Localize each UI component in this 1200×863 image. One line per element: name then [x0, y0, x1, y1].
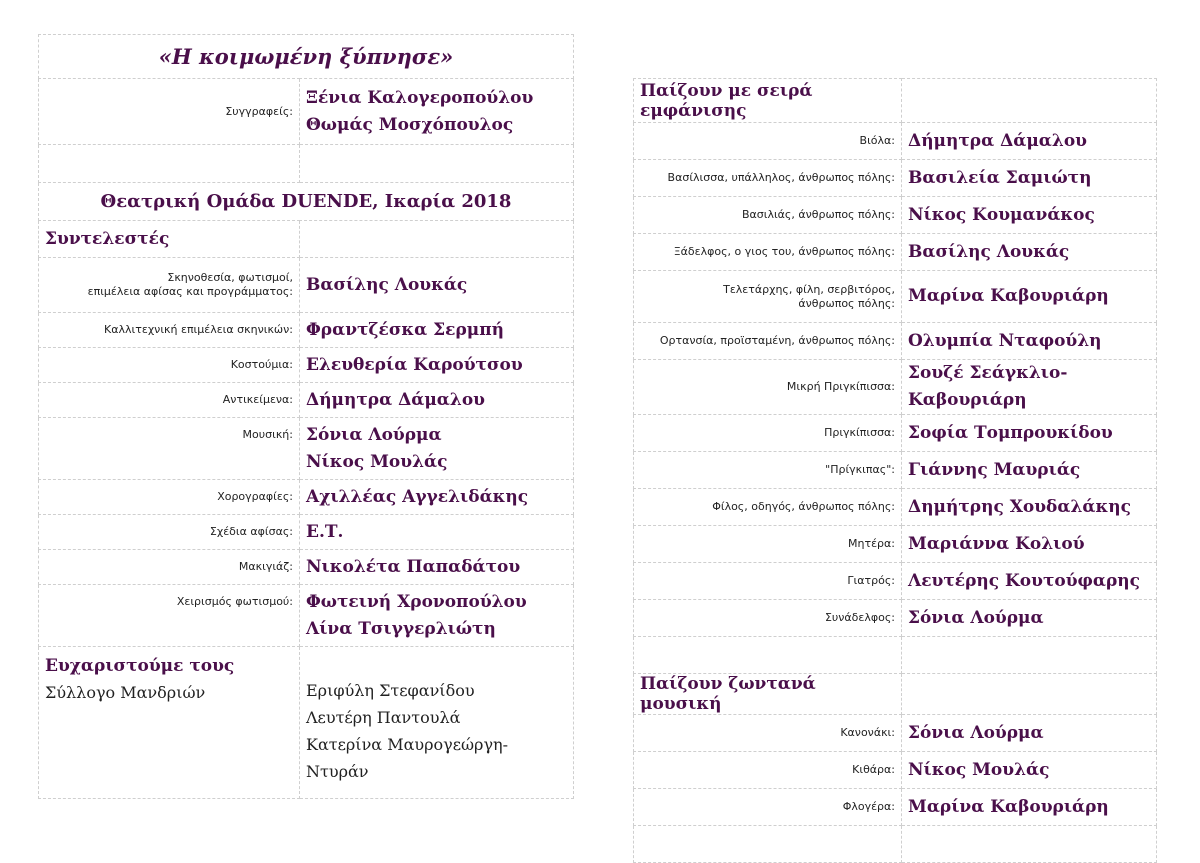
empty-cell: [634, 826, 902, 863]
theatre-group: Θεατρική Ομάδα DUENDE, Ικαρία 2018: [39, 183, 574, 221]
writers-names: [300, 79, 574, 145]
credit-name: Λίνα Τσιγγερλιώτη: [306, 618, 496, 639]
cast-heading: Παίζουν με σειρά εμφάνισης: [634, 79, 902, 123]
credit-label: Κοστούμια:: [39, 348, 300, 383]
thanks-item: Σύλλογο Μανδριών: [45, 683, 206, 702]
musician-name: Σόνια Λούρμα: [902, 715, 1157, 752]
role-label: Βασιλιάς, άνθρωπος πόλης:: [634, 197, 902, 234]
actor-name: Νίκος Κουμανάκος: [902, 197, 1157, 234]
writer-name: Θωμάς Μοσχόπουλος: [306, 114, 514, 135]
credit-label: Χορογραφίες:: [39, 480, 300, 515]
credit-name: Ε.Τ.: [300, 515, 574, 550]
cast-table: [633, 78, 1157, 863]
instrument-label: Κανονάκι:: [634, 715, 902, 752]
role-label: "Πρίγκιπας":: [634, 452, 902, 489]
musician-name: Νίκος Μουλάς: [902, 752, 1157, 789]
role-label: Τελετάρχης, φίλη, σερβιτόρος, άνθρωπος πόλης:: [634, 271, 902, 323]
credit-name: Φραντζέσκα Σερμπή: [300, 313, 574, 348]
empty-cell: [634, 637, 902, 674]
credit-label: Χειρισμός φωτισμού:: [39, 585, 300, 647]
role-label: Πριγκίπισσα:: [634, 415, 902, 452]
thanks-cell: [39, 647, 300, 799]
actor-name: Γιάννης Μαυριάς: [902, 452, 1157, 489]
credits-table: [38, 34, 574, 799]
play-title: «Η κοιμωμένη ξύπνησε»: [39, 35, 574, 79]
empty-cell: [300, 221, 574, 258]
role-label: Βιόλα:: [634, 123, 902, 160]
musician-name: Μαρίνα Καβουριάρη: [902, 789, 1157, 826]
thanks-name: Κατερίνα Μαυρογεώργη-Ντυράν: [306, 735, 509, 781]
role-label: Ορτανσία, προϊσταμένη, άνθρωπος πόλης:: [634, 323, 902, 360]
credit-label: Αντικείμενα:: [39, 383, 300, 418]
credit-name: Ελευθερία Καρούτσου: [300, 348, 574, 383]
empty-cell: [300, 145, 574, 183]
actor-name: Ολυμπία Νταφούλη: [902, 323, 1157, 360]
role-label: Βασίλισσα, υπάλληλος, άνθρωπος πόλης:: [634, 160, 902, 197]
thanks-name: Εριφύλη Στεφανίδου: [306, 681, 475, 700]
credit-name: Νικολέτα Παπαδάτου: [300, 550, 574, 585]
role-label: Μικρή Πριγκίπισσα:: [634, 360, 902, 415]
instrument-label: Φλογέρα:: [634, 789, 902, 826]
actor-name: Σόνια Λούρμα: [902, 600, 1157, 637]
actor-name: Λευτέρης Κουτούφαρης: [902, 563, 1157, 600]
actor-name: Μαρίνα Καβουριάρη: [902, 271, 1157, 323]
contributors-heading: Συντελεστές: [39, 221, 300, 258]
credit-name: Βασίλης Λουκάς: [300, 258, 574, 313]
actor-name: Δήμητρα Δάμαλου: [902, 123, 1157, 160]
credit-label: Σκηνοθεσία, φωτισμοί, επιμέλεια αφίσας και προγράμματος:: [39, 258, 300, 313]
writer-name: Ξένια Καλογεροπούλου: [306, 87, 534, 108]
actor-name: Βασιλεία Σαμιώτη: [902, 160, 1157, 197]
thanks-name: Λευτέρη Παντουλά: [306, 708, 461, 727]
thanks-names: [300, 647, 574, 799]
actor-name: Σουζέ Σεάγκλιο-Καβουριάρη: [902, 360, 1157, 415]
credit-label: Σχέδια αφίσας:: [39, 515, 300, 550]
empty-cell: [902, 674, 1157, 715]
actor-name: Μαριάννα Κολιού: [902, 526, 1157, 563]
credit-label: Καλλιτεχνική επιμέλεια σκηνικών:: [39, 313, 300, 348]
credit-name: Νίκος Μουλάς: [306, 451, 448, 472]
empty-cell: [902, 79, 1157, 123]
actor-name: Δημήτρης Χουδαλάκης: [902, 489, 1157, 526]
credit-names: [300, 418, 574, 480]
role-label: Συνάδελφος:: [634, 600, 902, 637]
role-label: Μητέρα:: [634, 526, 902, 563]
credit-name: Φωτεινή Χρονοπούλου: [306, 591, 527, 612]
role-label: Γιατρός:: [634, 563, 902, 600]
credit-label: Μουσική:: [39, 418, 300, 480]
empty-cell: [39, 145, 300, 183]
credit-name: Δήμητρα Δάμαλου: [300, 383, 574, 418]
credit-names: [300, 585, 574, 647]
music-heading: Παίζουν ζωντανά μουσική: [634, 674, 902, 715]
instrument-label: Κιθάρα:: [634, 752, 902, 789]
credit-label: Μακιγιάζ:: [39, 550, 300, 585]
actor-name: Σοφία Τομπρουκίδου: [902, 415, 1157, 452]
credit-name: Σόνια Λούρμα: [306, 424, 442, 445]
thanks-heading: Ευχαριστούμε τους: [45, 656, 235, 676]
credit-name: Αχιλλέας Αγγελιδάκης: [300, 480, 574, 515]
role-label: Φίλος, οδηγός, άνθρωπος πόλης:: [634, 489, 902, 526]
empty-cell: [902, 826, 1157, 863]
writers-label: Συγγραφείς:: [39, 79, 300, 145]
role-label: Ξάδελφος, ο γιος του, άνθρωπος πόλης:: [634, 234, 902, 271]
actor-name: Βασίλης Λουκάς: [902, 234, 1157, 271]
empty-cell: [902, 637, 1157, 674]
